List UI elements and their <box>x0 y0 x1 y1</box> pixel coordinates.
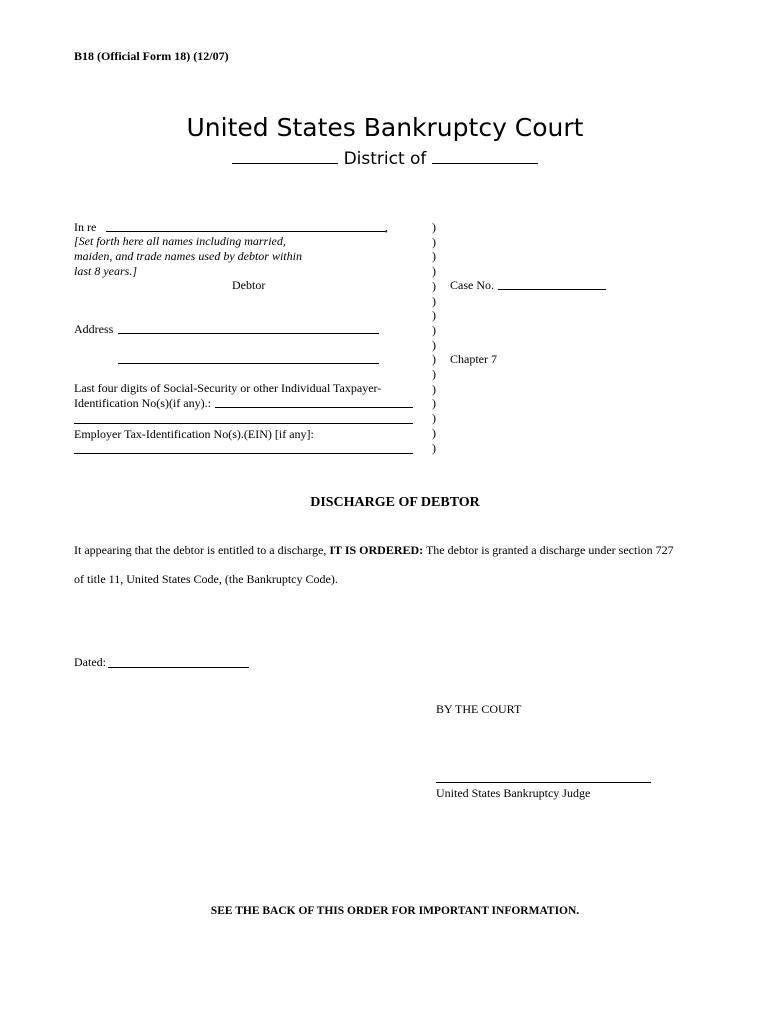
order-text-line-1 <box>74 543 674 558</box>
order-text-pre: It appearing that the debtor is entitled to a discharge, <box>74 543 330 557</box>
order-text-line-2: of title 11, United States Code, (the Bankruptcy Code). <box>74 572 338 586</box>
debtor-name-field[interactable] <box>106 231 386 232</box>
chapter-label: Chapter 7 <box>450 352 497 366</box>
judge-title: United States Bankruptcy Judge <box>436 786 591 800</box>
ein-label: Employer Tax-Identification No(s).(EIN) [if any]: <box>74 427 314 441</box>
ssn-label-line-1: Last four digits of Social-Security or other Individual Taxpayer- <box>74 381 382 395</box>
ssn-field-2[interactable] <box>74 423 413 424</box>
district-blank-left[interactable] <box>232 145 338 164</box>
in-re-label: In re <box>74 220 97 234</box>
order-text-post: The debtor is granted a discharge under section 727 <box>423 543 674 557</box>
case-no-field[interactable] <box>498 289 606 290</box>
instruction-line-1: [Set forth here all names including married, <box>74 234 286 248</box>
in-re-comma: , <box>385 220 388 234</box>
ssn-label-line-2: Identification No(s)(if any).: <box>74 396 211 410</box>
debtor-label: Debtor <box>232 278 266 292</box>
dated-field[interactable] <box>108 667 249 668</box>
form-identifier: B18 (Official Form 18) (12/07) <box>74 49 229 63</box>
address-label: Address <box>74 322 114 336</box>
judge-signature-line[interactable] <box>436 782 651 783</box>
address-field-2[interactable] <box>118 363 379 364</box>
case-no-label: Case No. <box>450 278 494 292</box>
document-heading: DISCHARGE OF DEBTOR <box>310 495 480 510</box>
address-field-1[interactable] <box>118 333 379 334</box>
district-blank-right[interactable] <box>432 145 538 164</box>
footer-note: SEE THE BACK OF THIS ORDER FOR IMPORTANT INFORMATION. <box>210 905 580 917</box>
dated-label: Dated: <box>74 655 106 669</box>
order-text-ordered: IT IS ORDERED: <box>329 543 424 557</box>
instruction-line-2: maiden, and trade names used by debtor within <box>74 249 302 263</box>
by-the-court-label: BY THE COURT <box>436 702 522 716</box>
court-title: United States Bankruptcy Court <box>186 113 584 142</box>
instruction-line-3: last 8 years.] <box>74 264 137 278</box>
district-label: District of <box>343 149 427 169</box>
ssn-field-1[interactable] <box>215 407 413 408</box>
district-line <box>0 145 770 169</box>
ein-field[interactable] <box>74 453 413 454</box>
caption-parentheses: ) ) ) ) ) ) ) ) ) ) ) ) ) ) ) ) <box>432 220 436 455</box>
